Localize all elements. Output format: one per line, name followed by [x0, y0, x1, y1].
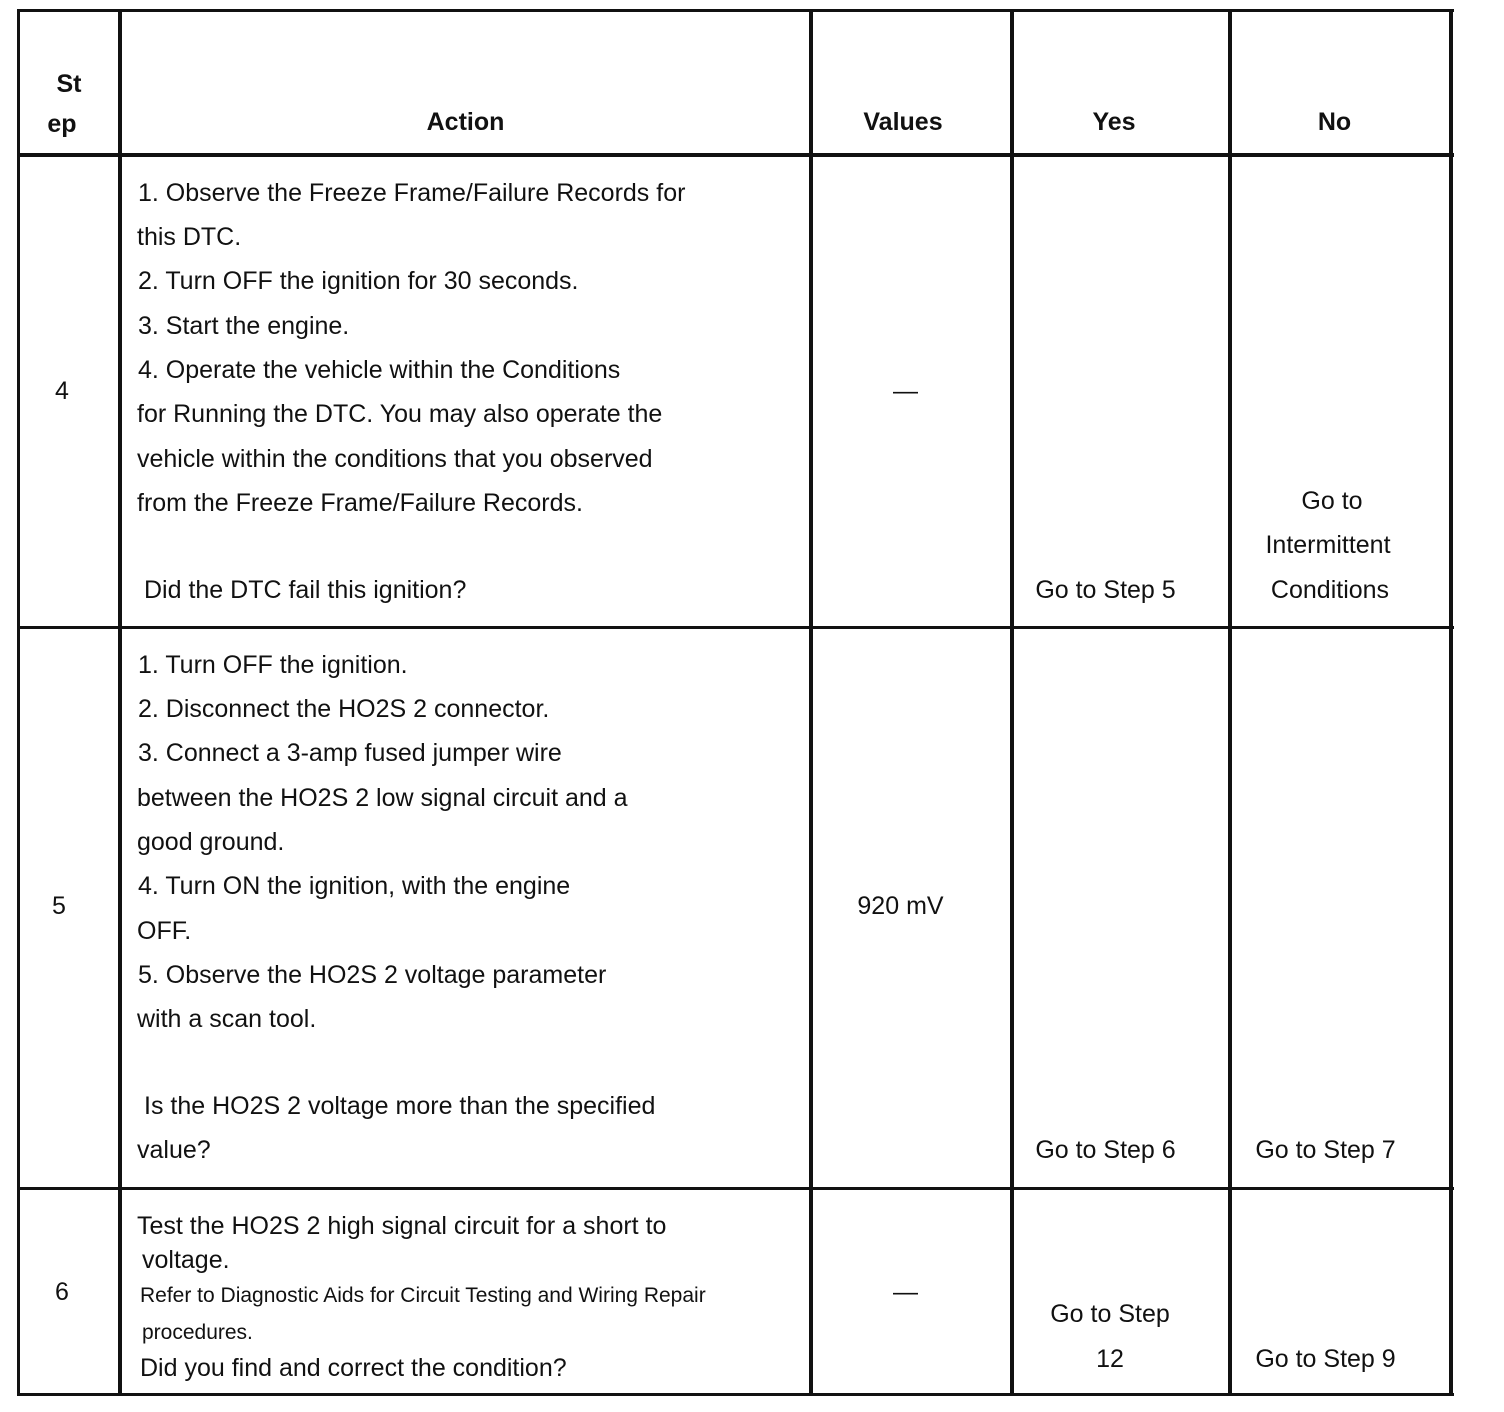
value-cell: — [893, 1278, 918, 1306]
action-line: 5. Observe the HO2S 2 voltage parameter [138, 961, 607, 989]
column-divider [118, 9, 122, 1396]
action-line: 3. Connect a 3-amp fused jumper wire [138, 739, 562, 767]
table-border-left [17, 9, 20, 1396]
table-border-bottom [17, 1393, 1454, 1396]
value-cell: — [893, 377, 918, 405]
no-cell: Conditions [1270, 576, 1390, 604]
action-line: OFF. [137, 917, 192, 945]
step-number: 6 [55, 1278, 69, 1306]
action-question: Did the DTC fail this ignition? [144, 576, 467, 604]
action-line: between the HO2S 2 low signal circuit and a [137, 784, 628, 812]
action-line: from the Freeze Frame/Failure Records. [137, 489, 583, 517]
action-note: Refer to Diagnostic Aids for Circuit Testing and Wiring Repair [140, 1284, 706, 1307]
action-line: 4. Operate the vehicle within the Conditions [138, 356, 621, 384]
action-line: 2. Disconnect the HO2S 2 connector. [138, 695, 550, 723]
yes-cell: Go to Step 6 [1035, 1136, 1176, 1164]
action-line: this DTC. [137, 223, 242, 251]
header-divider [17, 153, 1454, 157]
action-question: value? [137, 1136, 211, 1164]
no-cell: Go to Step 7 [1255, 1136, 1396, 1164]
action-line: 2. Turn OFF the ignition for 30 seconds. [138, 267, 579, 295]
action-line: for Running the DTC. You may also operate the [137, 400, 663, 428]
header-no: No [1317, 108, 1352, 136]
action-line: Test the HO2S 2 high signal circuit for a short to [137, 1212, 667, 1240]
column-divider [1010, 9, 1014, 1396]
table-border-right [1449, 9, 1453, 1396]
value-cell: 920 mV [857, 892, 944, 920]
yes-cell: Go to Step [1050, 1300, 1170, 1328]
action-line: 3. Start the engine. [138, 312, 350, 340]
row-divider [17, 1187, 1454, 1190]
no-cell: Go to [1301, 487, 1363, 515]
step-number: 5 [52, 892, 66, 920]
action-note: procedures. [142, 1321, 253, 1344]
header-action: Action [426, 108, 505, 136]
header-step-line2: ep [47, 110, 77, 138]
row-divider [17, 626, 1454, 629]
column-divider [1228, 9, 1232, 1396]
action-line: with a scan tool. [137, 1005, 317, 1033]
header-values: Values [863, 108, 943, 136]
step-number: 4 [55, 377, 69, 405]
action-line: 4. Turn ON the ignition, with the engine [138, 872, 571, 900]
column-divider [809, 9, 813, 1396]
no-cell: Go to Step 9 [1255, 1345, 1396, 1373]
action-line: 1. Observe the Freeze Frame/Failure Records for [138, 179, 686, 207]
action-question: Did you find and correct the condition? [140, 1354, 567, 1382]
action-line: good ground. [137, 828, 285, 856]
yes-cell: 12 [1096, 1345, 1124, 1373]
action-question: Is the HO2S 2 voltage more than the specified [144, 1092, 656, 1120]
action-line: 1. Turn OFF the ignition. [138, 651, 408, 679]
header-yes: Yes [1092, 108, 1136, 136]
header-step-line1: St [56, 70, 82, 98]
no-cell: Intermittent [1265, 531, 1391, 559]
table-border-top [17, 9, 1454, 12]
action-line: vehicle within the conditions that you observed [137, 445, 653, 473]
action-line: voltage. [142, 1246, 230, 1274]
yes-cell: Go to Step 5 [1035, 576, 1176, 604]
